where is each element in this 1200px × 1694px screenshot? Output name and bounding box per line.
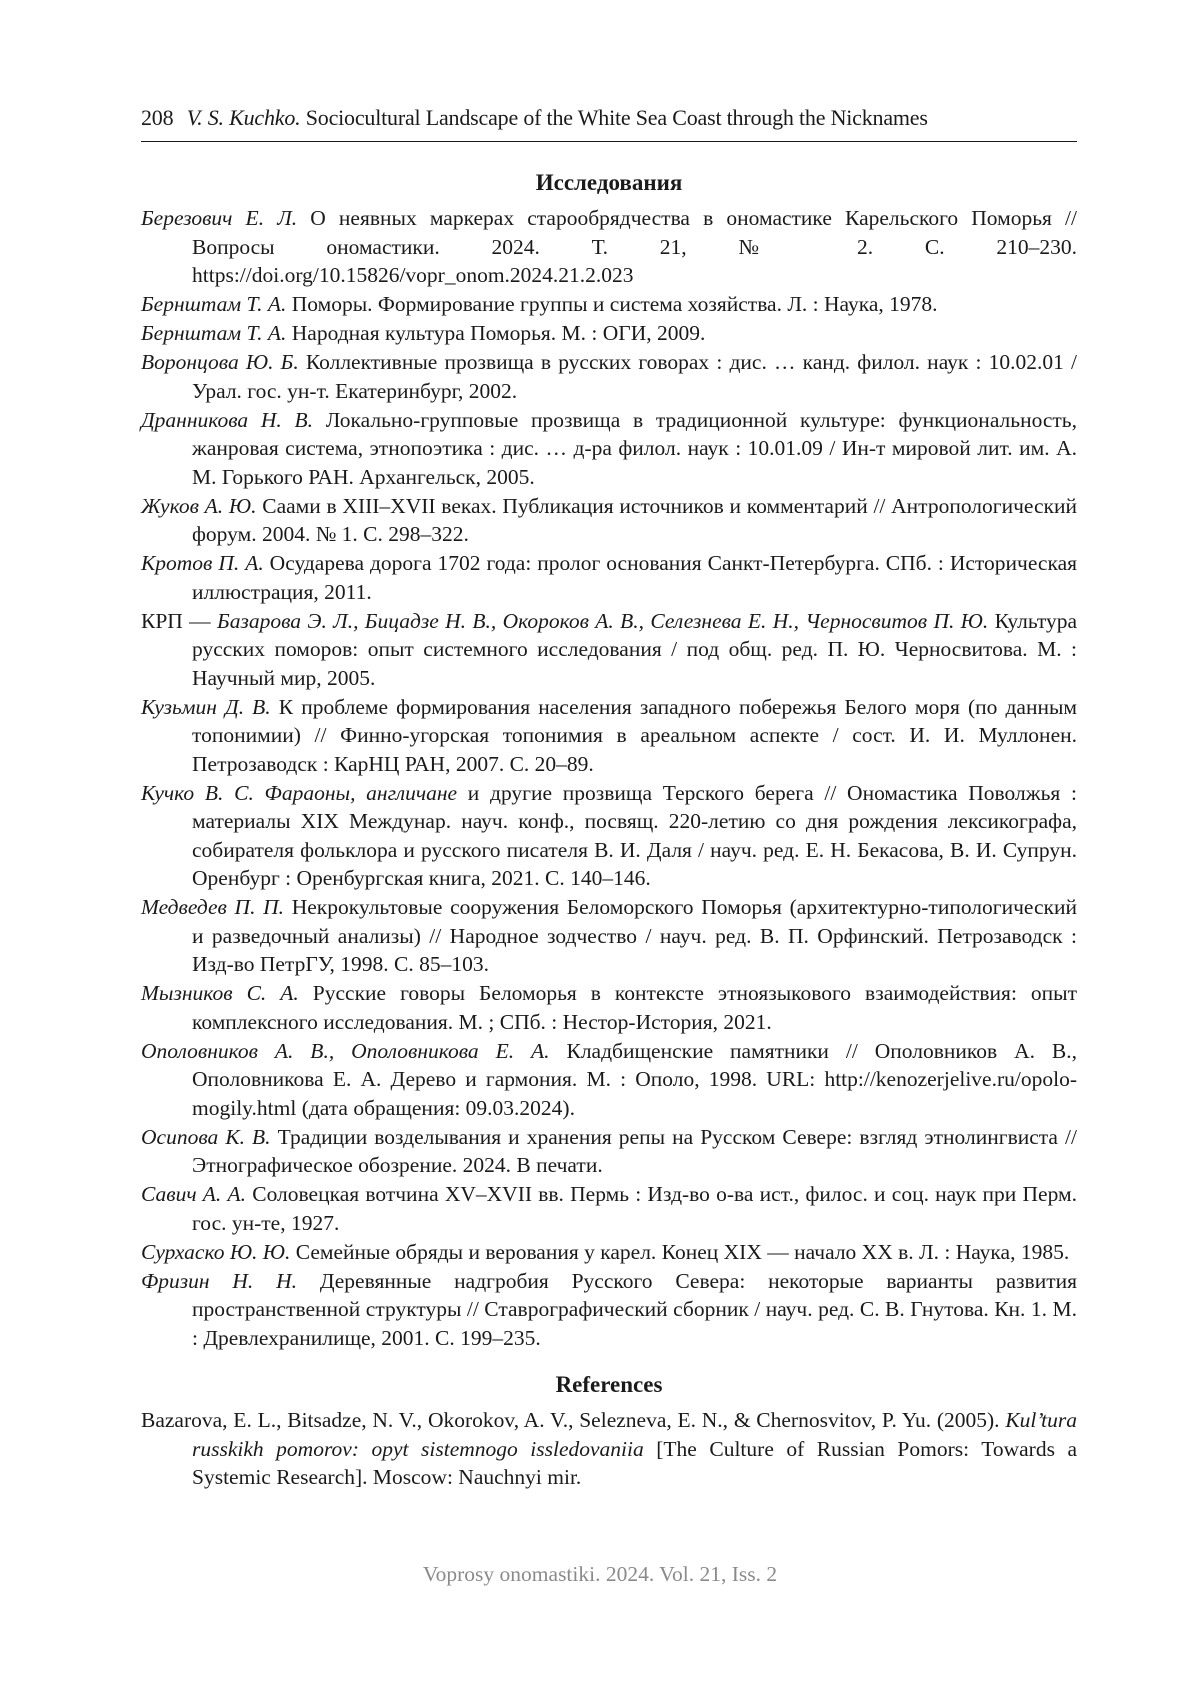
bib-text: Деревянные надгробия Русского Севера: некоторые варианты развития пространственной структуры // Ставрографический сборник / науч. ред. С. В. Гнутова. Кн. 1. М. : Древлехранилище, 2001. С. 199–235. xyxy=(192,1269,1077,1350)
bib-entry xyxy=(141,1180,1077,1237)
research-section-title: Исследования xyxy=(141,168,1077,198)
journal-footer: Voprosy onomastiki. 2024. Vol. 21, Iss. 2 xyxy=(0,1560,1200,1588)
bib-text: Народная культура Поморья. М. : ОГИ, 2009. xyxy=(286,321,705,345)
bib-text: О неявных маркерах старообрядчества в ономастике Карельского Поморья // Вопросы ономастики. 2024. Т. 21, № 2. С. 210–230. https://doi.org/10.15826/vopr_onom.2024.21.2.023 xyxy=(192,206,1077,287)
bib-author: Кучко В. С. Фараоны, англичане xyxy=(141,781,457,805)
bib-author: Медведев П. П. xyxy=(141,895,284,919)
bib-text: и другие прозвища Терского берега // Ономастика Поволжья : материалы XIX Междунар. науч. конф., посвящ. 220-летию со дня рождения лексикографа, собирателя фольклора и русского писателя В. И. Даля / науч. ред. Е. Н. Бекасова, В. И. Супрун. Оренбург : Оренбургская книга, 2021. С. 140–146. xyxy=(192,781,1077,891)
header-author: V. S. Kuchko. xyxy=(187,105,301,130)
bib-author: Дранникова Н. В. xyxy=(141,408,313,432)
bib-text: К проблеме формирования населения западного побережья Белого моря (по данным топонимии) // Финно-угорская топонимия в ареальном аспекте / сост. И. И. Муллонен. Петрозаводск : КарНЦ РАН, 2007. С. 20–89. xyxy=(192,695,1077,776)
bib-text: Культура русских поморов: опыт системного исследования / под общ. ред. П. Ю. Черносвитова. М. : Научный мир, 2005. xyxy=(192,609,1077,690)
bib-text: Традиции возделывания и хранения репы на Русском Севере: взгляд этнолингвиста // Этнографическое обозрение. 2024. В печати. xyxy=(192,1125,1077,1178)
bib-author: Воронцова Ю. Б. xyxy=(141,350,299,374)
bib-text: Саами в XIII–XVII веках. Публикация источников и комментарий // Антропологический форум. 2004. № 1. С. 298–322. xyxy=(192,494,1077,547)
bib-entry xyxy=(141,1123,1077,1180)
reference-title: Kul’tura russkikh pomorov: opyt sistemnogo issledovaniia xyxy=(192,1408,1077,1461)
bib-entry xyxy=(141,779,1077,893)
bib-entry xyxy=(141,979,1077,1036)
bib-entry xyxy=(141,1238,1077,1267)
bib-author: Осипова К. В. xyxy=(141,1125,271,1149)
bib-author: Ополовников А. В., Ополовникова Е. А. xyxy=(141,1039,550,1063)
bib-text: Некрокультовые сооружения Беломорского Поморья (архитектурно-типологический и разведочный анализы) // Народное зодчество / науч. ред. В. П. Орфинский. Петрозаводск : Изд-во ПетрГУ, 1998. С. 85–103. xyxy=(192,895,1077,976)
bib-author: Березович Е. Л. xyxy=(141,206,297,230)
bib-author: Кузьмин Д. В. xyxy=(141,695,271,719)
header-rule xyxy=(141,141,1077,142)
bib-author: Фризин Н. Н. xyxy=(141,1269,297,1293)
bib-entry xyxy=(141,204,1077,290)
bib-text: Кладбищенские памятники // Ополовников А. В., Ополовникова Е. А. Дерево и гармония. М. : Ополо, 1998. URL: http://kenozerjelive.ru/opolo-mogily.html (дата обращения: 09.03.2024). xyxy=(192,1039,1077,1120)
bib-text: Поморы. Формирование группы и система хозяйства. Л. : Наука, 1978. xyxy=(286,292,937,316)
bib-entry xyxy=(141,1037,1077,1123)
bib-text: Локально-групповые прозвища в традиционной культуре: функциональность, жанровая система, этнопоэтика : дис. … д-ра филол. наук : 10.01.09 / Ин-т мировой лит. им. А. М. Горького РАН. Архангельск, 2005. xyxy=(192,408,1077,489)
bib-author: Кротов П. А. xyxy=(141,551,264,575)
bib-author: Бернштам Т. А. xyxy=(141,321,286,345)
bib-text: Коллективные прозвища в русских говорах : дис. … канд. филол. наук : 10.02.01 / Урал. гос. ун-т. Екатеринбург, 2002. xyxy=(192,350,1077,403)
header-title: Sociocultural Landscape of the White Sea Coast through the Nicknames xyxy=(306,105,928,130)
bib-author: Сурхаско Ю. Ю. xyxy=(141,1240,290,1264)
reference-entry xyxy=(141,1406,1077,1492)
bib-entry xyxy=(141,319,1077,348)
bibliography xyxy=(141,168,1077,1492)
references-section-title: References xyxy=(141,1370,1077,1400)
bib-text: Осударева дорога 1702 года: пролог основания Санкт-Петербурга. СПб. : Историческая иллюстрация, 2011. xyxy=(192,551,1077,604)
bib-entry xyxy=(141,348,1077,405)
reference-rest: [The Culture of Russian Pomors: Towards a Systemic Research]. Moscow: Nauchnyi mir. xyxy=(192,1437,1077,1490)
bib-author: Мызников С. А. xyxy=(141,981,299,1005)
bib-entry xyxy=(141,893,1077,979)
bib-author: Савич А. А. xyxy=(141,1182,246,1206)
running-head xyxy=(141,103,1077,133)
bib-entry xyxy=(141,1267,1077,1353)
bib-text: Семейные обряды и верования у карел. Конец XIX — начало XX в. Л. : Наука, 1985. xyxy=(290,1240,1069,1264)
bib-text: Соловецкая вотчина XV–XVII вв. Пермь : Изд-во о-ва ист., филос. и соц. наук при Перм. гос. ун-те, 1927. xyxy=(192,1182,1077,1235)
reference-author: Bazarova, E. L., Bitsadze, N. V., Okorokov, A. V., Selezneva, E. N., & Chernosvitov, P. Yu. (2005). xyxy=(141,1408,1000,1432)
bib-author: Базарова Э. Л., Бицадзе Н. В., Окороков А. В., Селезнева Е. Н., Черносвитов П. Ю. xyxy=(217,609,988,633)
research-list xyxy=(141,204,1077,1352)
bib-author: Бернштам Т. А. xyxy=(141,292,286,316)
page-number: 208 xyxy=(141,105,173,130)
bib-prefix: КРП — xyxy=(141,609,217,633)
bib-text: Русские говоры Беломорья в контексте этноязыкового взаимодействия: опыт комплексного исследования. М. ; СПб. : Нестор-История, 2021. xyxy=(192,981,1077,1034)
bib-entry xyxy=(141,549,1077,606)
bib-entry xyxy=(141,607,1077,693)
bib-entry xyxy=(141,406,1077,492)
bib-author: Жуков А. Ю. xyxy=(141,494,257,518)
bib-entry xyxy=(141,693,1077,779)
bib-entry xyxy=(141,492,1077,549)
references-list xyxy=(141,1406,1077,1492)
bib-entry xyxy=(141,290,1077,319)
